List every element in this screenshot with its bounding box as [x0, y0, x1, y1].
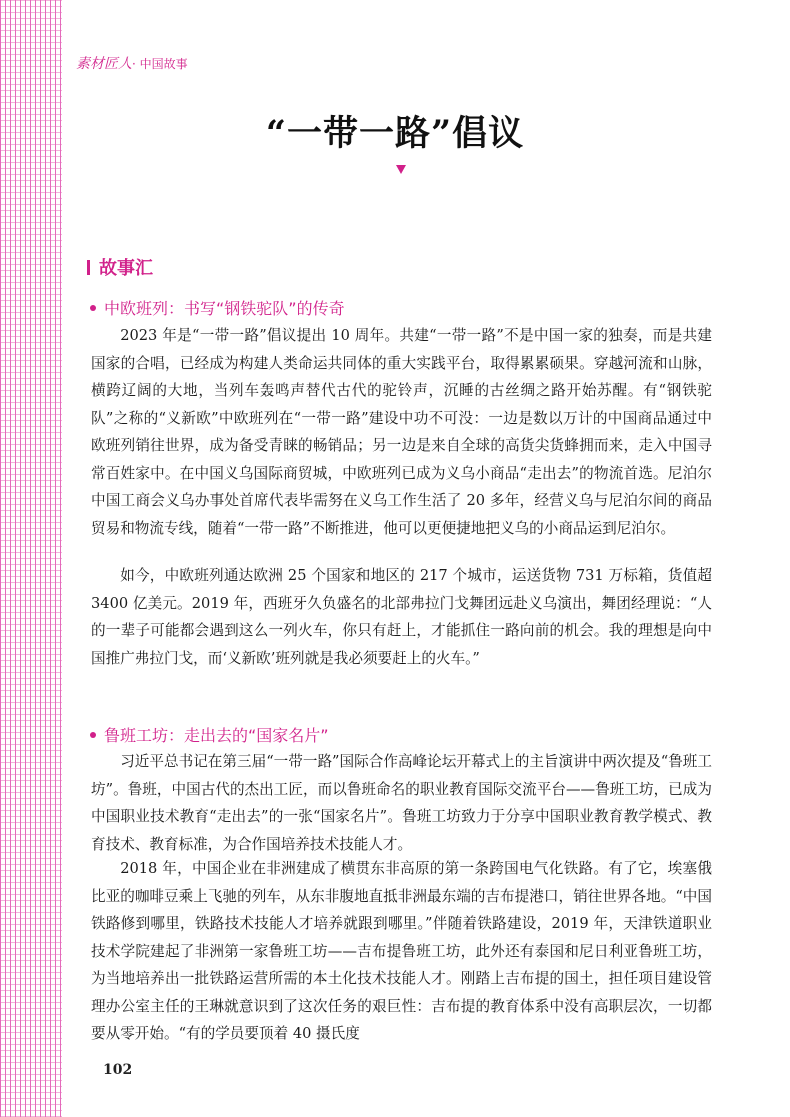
- header-section-label: · 中国故事: [132, 57, 188, 71]
- section-bar-icon: [87, 260, 90, 275]
- bullet-dot-icon: [90, 732, 96, 738]
- story-heading-2: [90, 723, 329, 746]
- story-1-paragraph-1: 2023 年是“一带一路”倡议提出 10 周年。共建“一带一路”不是中国一家的独奏，而是共建国家的合唱，已经成为构建人类命运共同体的重大实践平台，取得累累硕果。穿越河流和山脉，横跨辽阔的大地，当列车轰鸣声替代古代的驼铃声，沉睡的古丝绸之路开始苏醒。有“钢铁驼队”之称的“义新欧”中欧班列在“一带一路”建设中功不可没：一边是数以万计的中国商品通过中欧班列销往世界，成为备受青睐的畅销品；另一边是来自全球的高货尖货蜂拥而来，走入中国寻常百姓家中。在中国义乌国际商贸城，中欧班列已成为义乌小商品“走出去”的物流首选。尼泊尔中国工商会义乌办事处首席代表毕需努在义乌工作生活了 20 多年，经营义乌与尼泊尔间的商品贸易和物流专线，随着“一带一路”不断推进，他可以更便捷地把义乌的小商品运到尼泊尔。: [91, 327, 712, 537]
- article-title: “一带一路”倡议: [265, 113, 525, 154]
- story-2-paragraph-2: 2018 年，中国企业在非洲建成了横贯东非高原的第一条跨国电气化铁路。有了它，埃塞俄比亚的咖啡豆乘上飞驰的列车，从东非腹地直抵非洲最东端的吉布提港口，销往世界各地。“中国铁路修到哪里，铁路技术技能人才培养就跟到哪里。”伴随着铁路建设，2019 年，天津铁道职业技术学院建起了非洲第一家鲁班工坊——吉布提鲁班工坊，此外还有泰国和尼日利亚鲁班工坊，为当地培养出一批铁路运营所需的本土化技术技能人才。刚踏上吉布提的国土，担任项目建设管理办公室主任的王琳就意识到了这次任务的艰巨性：吉布提的教育体系中没有高职层次，一切都要从零开始。“有的学员要顶着 40 摄氏度: [91, 860, 712, 1042]
- decorative-grid-strip: [0, 0, 62, 1117]
- running-header: [76, 53, 188, 73]
- story-heading-label: 鲁班工坊：走出去的“国家名片”: [104, 726, 329, 745]
- page-number: 102: [103, 1062, 133, 1078]
- story-1-paragraph-2: 如今，中欧班列通达欧洲 25 个国家和地区的 217 个城市，运送货物 731 万标箱，货值超 3400 亿美元。2019 年，西班牙久负盛名的北部弗拉门戈舞团远赴义乌演出，舞团经理说：“人的一辈子可能都会遇到这么一列火车，你只有赶上，才能抓住一路向前的机会。我的理想是向中国推广弗拉门戈，而‘义新欧’班列就是我必须要赶上的火车。”: [91, 567, 712, 667]
- title-down-arrow-icon: [396, 165, 406, 174]
- section-heading: [87, 254, 153, 280]
- section-heading-label: 故事汇: [99, 258, 153, 279]
- bullet-dot-icon: [90, 305, 96, 311]
- brand-logo-text: 素材匠人: [76, 56, 132, 72]
- story-heading-label: 中欧班列：书写“钢铁驼队”的传奇: [104, 299, 345, 318]
- story-2-paragraph-1: 习近平总书记在第三届“一带一路”国际合作高峰论坛开幕式上的主旨演讲中两次提及“鲁班工坊”。鲁班，中国古代的杰出工匠，而以鲁班命名的职业教育国际交流平台——鲁班工坊，已成为中国职业技术教育“走出去”的一张“国家名片”。鲁班工坊致力于分享中国职业教育教学模式、教育技术、教育标准，为合作国培养技术技能人才。: [91, 753, 712, 853]
- story-heading-1: [90, 296, 345, 319]
